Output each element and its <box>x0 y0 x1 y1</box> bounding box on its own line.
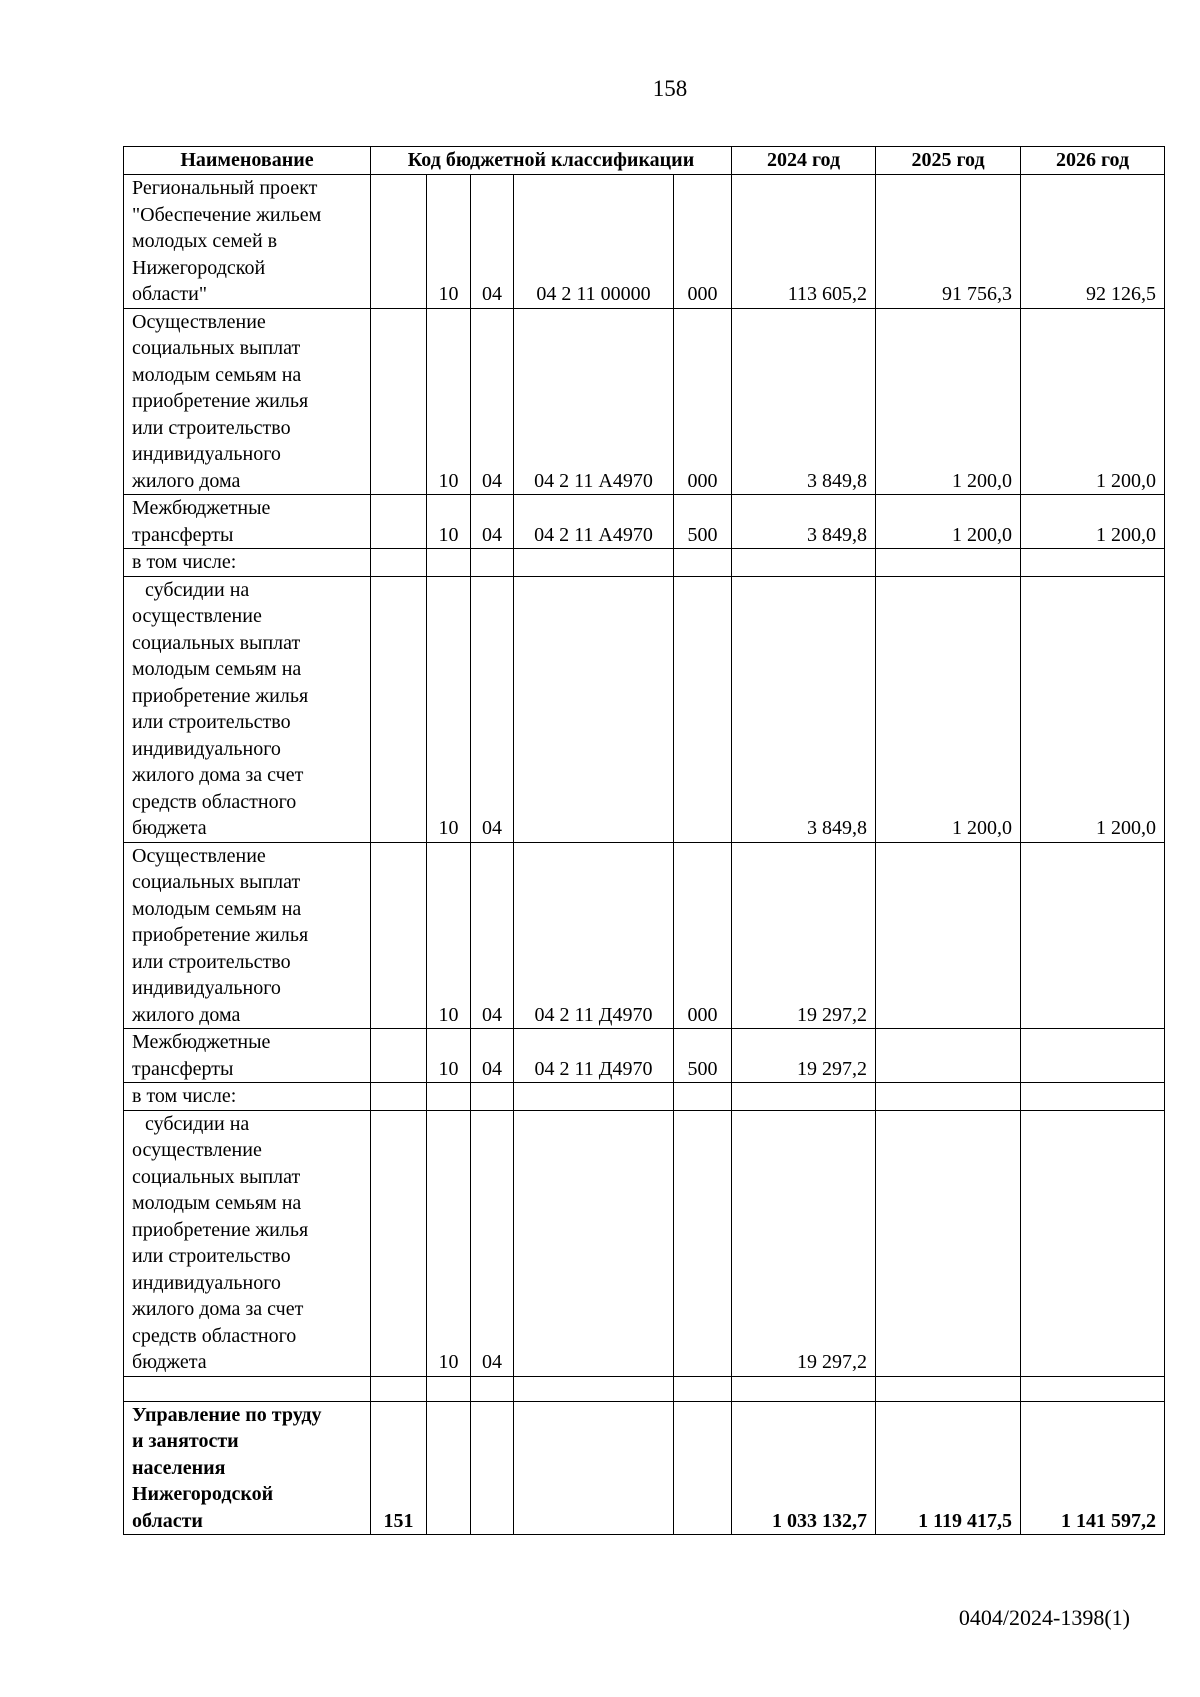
header-year-2024: 2024 год <box>732 147 876 175</box>
cell-section: 10 <box>427 308 471 495</box>
cell-expense-type: 000 <box>674 308 732 495</box>
cell-section: 10 <box>427 495 471 549</box>
cell-subsection: 04 <box>471 842 514 1029</box>
cell-subsection <box>471 1376 514 1401</box>
name-line: индивидуального <box>132 443 281 465</box>
table-row <box>124 1083 1165 1111</box>
name-line: области <box>132 1509 203 1532</box>
name-line: области" <box>132 283 208 305</box>
cell-subsection <box>471 1083 514 1111</box>
cell-name <box>124 1376 371 1401</box>
cell-subsection: 04 <box>471 1029 514 1083</box>
table-header-row <box>124 147 1165 175</box>
cell-section: 10 <box>427 842 471 1029</box>
cell-amount-2024 <box>732 1376 876 1401</box>
name-line: приобретение жилья <box>132 924 309 946</box>
cell-amount-2025: 1 200,0 <box>876 308 1021 495</box>
name-line: субсидии на <box>145 578 250 601</box>
name-line: жилого дома за счет <box>132 764 304 786</box>
cell-section <box>427 1376 471 1401</box>
cell-amount-2026 <box>1021 1083 1165 1111</box>
cell-amount-2024: 19 297,2 <box>732 1110 876 1376</box>
cell-amount-2025 <box>876 1083 1021 1111</box>
cell-amount-2024: 3 849,8 <box>732 576 876 842</box>
name-line: приобретение жилья <box>132 684 309 707</box>
name-line: индивидуального <box>132 737 281 760</box>
table-row <box>124 1029 1165 1083</box>
name-line: субсидии на <box>145 1112 250 1135</box>
table-row <box>124 576 1165 842</box>
name-line: Осуществление <box>132 844 266 867</box>
name-line: молодым семьям на <box>132 363 302 386</box>
name-line: в том числе: <box>132 551 237 573</box>
cell-name <box>124 1083 371 1111</box>
cell-name <box>124 1110 371 1376</box>
table-row <box>124 495 1165 549</box>
cell-amount-2024: 3 849,8 <box>732 495 876 549</box>
cell-name <box>124 1029 371 1083</box>
cell-section <box>427 1401 471 1535</box>
cell-admin-code <box>371 576 427 842</box>
cell-target-article <box>514 549 674 577</box>
cell-amount-2026 <box>1021 1110 1165 1376</box>
cell-amount-2026 <box>1021 1029 1165 1083</box>
cell-amount-2024: 19 297,2 <box>732 842 876 1029</box>
table-body <box>124 175 1165 1535</box>
cell-admin-code <box>371 549 427 577</box>
table-row <box>124 549 1165 577</box>
name-line: Осуществление <box>132 310 266 333</box>
budget-table <box>123 146 1165 1535</box>
cell-name <box>124 549 371 577</box>
name-line: средств областного <box>132 790 297 813</box>
name-line: населения <box>132 1456 226 1479</box>
cell-expense-type: 000 <box>674 175 732 309</box>
cell-amount-2024 <box>732 549 876 577</box>
name-line: осуществление <box>132 605 262 627</box>
cell-target-article: 04 2 11 Д4970 <box>514 842 674 1029</box>
table-row <box>124 175 1165 309</box>
name-line: или строительство <box>132 416 291 439</box>
cell-target-article: 04 2 11 Д4970 <box>514 1029 674 1083</box>
cell-amount-2025 <box>876 1029 1021 1083</box>
name-line: трансферты <box>132 523 234 546</box>
cell-amount-2026 <box>1021 549 1165 577</box>
name-line: социальных выплат <box>132 337 301 359</box>
cell-expense-type: 500 <box>674 1029 732 1083</box>
cell-subsection: 04 <box>471 576 514 842</box>
header-name: Наименование <box>124 147 371 175</box>
name-line: Межбюджетные <box>132 497 271 519</box>
table-row <box>124 842 1165 1029</box>
cell-name <box>124 495 371 549</box>
cell-admin-code <box>371 1029 427 1083</box>
cell-subsection: 04 <box>471 308 514 495</box>
cell-name <box>124 576 371 842</box>
cell-subsection: 04 <box>471 175 514 309</box>
table-row <box>124 1401 1165 1535</box>
cell-target-article: 04 2 11 А4970 <box>514 495 674 549</box>
cell-target-article: 04 2 11 00000 <box>514 175 674 309</box>
cell-section: 10 <box>427 1110 471 1376</box>
cell-amount-2025 <box>876 549 1021 577</box>
name-line: жилого дома <box>132 469 241 492</box>
name-line: социальных выплат <box>132 631 301 654</box>
name-line: Региональный проект <box>132 177 318 199</box>
cell-amount-2026 <box>1021 842 1165 1029</box>
cell-name <box>124 842 371 1029</box>
cell-section: 10 <box>427 175 471 309</box>
cell-target-article <box>514 1376 674 1401</box>
cell-amount-2024: 19 297,2 <box>732 1029 876 1083</box>
cell-expense-type <box>674 1110 732 1376</box>
name-line: жилого дома за счет <box>132 1298 304 1320</box>
cell-subsection: 04 <box>471 1110 514 1376</box>
cell-subsection <box>471 1401 514 1535</box>
name-line: трансферты <box>132 1057 234 1080</box>
name-line: и занятости <box>132 1430 239 1452</box>
document-code: 0404/2024-1398(1) <box>958 1605 1130 1630</box>
cell-amount-2025 <box>876 842 1021 1029</box>
cell-subsection: 04 <box>471 495 514 549</box>
name-line: социальных выплат <box>132 871 301 893</box>
name-line: бюджета <box>132 1351 207 1373</box>
cell-amount-2026: 1 200,0 <box>1021 495 1165 549</box>
cell-target-article <box>514 1401 674 1535</box>
table-row <box>124 1376 1165 1401</box>
cell-amount-2024: 1 033 132,7 <box>732 1401 876 1535</box>
cell-admin-code <box>371 1376 427 1401</box>
cell-admin-code <box>371 495 427 549</box>
name-line: осуществление <box>132 1139 262 1161</box>
name-line: жилого дома <box>132 1003 241 1026</box>
header-code: Код бюджетной классификации <box>371 147 732 175</box>
name-line: приобретение жилья <box>132 1218 309 1241</box>
cell-target-article: 04 2 11 А4970 <box>514 308 674 495</box>
cell-expense-type: 500 <box>674 495 732 549</box>
header-year-2026: 2026 год <box>1021 147 1165 175</box>
cell-amount-2025: 1 200,0 <box>876 576 1021 842</box>
name-line: или строительство <box>132 1245 291 1267</box>
cell-section <box>427 549 471 577</box>
cell-section: 10 <box>427 576 471 842</box>
cell-admin-code <box>371 308 427 495</box>
table-row <box>124 1110 1165 1376</box>
name-line: бюджета <box>132 817 207 839</box>
header-year-2025: 2025 год <box>876 147 1021 175</box>
name-line: Нижегородской <box>132 1483 274 1505</box>
name-line: молодым семьям на <box>132 1192 302 1214</box>
cell-expense-type: 000 <box>674 842 732 1029</box>
cell-target-article <box>514 576 674 842</box>
cell-subsection <box>471 549 514 577</box>
name-line: Межбюджетные <box>132 1031 271 1053</box>
cell-amount-2025 <box>876 1110 1021 1376</box>
table-row <box>124 308 1165 495</box>
cell-name <box>124 308 371 495</box>
name-line: приобретение жилья <box>132 390 309 412</box>
cell-admin-code: 151 <box>371 1401 427 1535</box>
cell-amount-2025 <box>876 1376 1021 1401</box>
name-line: индивидуального <box>132 977 281 999</box>
cell-expense-type <box>674 1376 732 1401</box>
cell-expense-type <box>674 1083 732 1111</box>
name-line: "Обеспечение жильем <box>132 203 322 226</box>
cell-target-article <box>514 1083 674 1111</box>
name-line: средств областного <box>132 1324 297 1347</box>
name-line: молодым семьям на <box>132 658 302 680</box>
cell-amount-2026: 92 126,5 <box>1021 175 1165 309</box>
name-line: молодых семей в <box>132 230 278 252</box>
cell-section: 10 <box>427 1029 471 1083</box>
name-line: индивидуального <box>132 1271 281 1294</box>
cell-amount-2024 <box>732 1083 876 1111</box>
cell-amount-2025: 1 119 417,5 <box>876 1401 1021 1535</box>
cell-target-article <box>514 1110 674 1376</box>
cell-amount-2026: 1 200,0 <box>1021 308 1165 495</box>
cell-amount-2026 <box>1021 1376 1165 1401</box>
cell-admin-code <box>371 1110 427 1376</box>
cell-amount-2024: 3 849,8 <box>732 308 876 495</box>
cell-section <box>427 1083 471 1111</box>
cell-name <box>124 175 371 309</box>
cell-admin-code <box>371 1083 427 1111</box>
cell-amount-2026: 1 200,0 <box>1021 576 1165 842</box>
name-line: в том числе: <box>132 1085 237 1107</box>
name-line: Управление по труду <box>132 1403 322 1426</box>
cell-amount-2025: 91 756,3 <box>876 175 1021 309</box>
name-line: Нижегородской <box>132 256 266 279</box>
cell-name <box>124 1401 371 1535</box>
cell-expense-type <box>674 576 732 842</box>
cell-admin-code <box>371 842 427 1029</box>
name-line: молодым семьям на <box>132 897 302 920</box>
name-line: социальных выплат <box>132 1165 301 1188</box>
cell-expense-type <box>674 1401 732 1535</box>
cell-amount-2024: 113 605,2 <box>732 175 876 309</box>
name-line: или строительство <box>132 950 291 973</box>
cell-amount-2026: 1 141 597,2 <box>1021 1401 1165 1535</box>
name-line: или строительство <box>132 711 291 733</box>
cell-admin-code <box>371 175 427 309</box>
cell-amount-2025: 1 200,0 <box>876 495 1021 549</box>
cell-expense-type <box>674 549 732 577</box>
page-number: 158 <box>652 76 688 101</box>
